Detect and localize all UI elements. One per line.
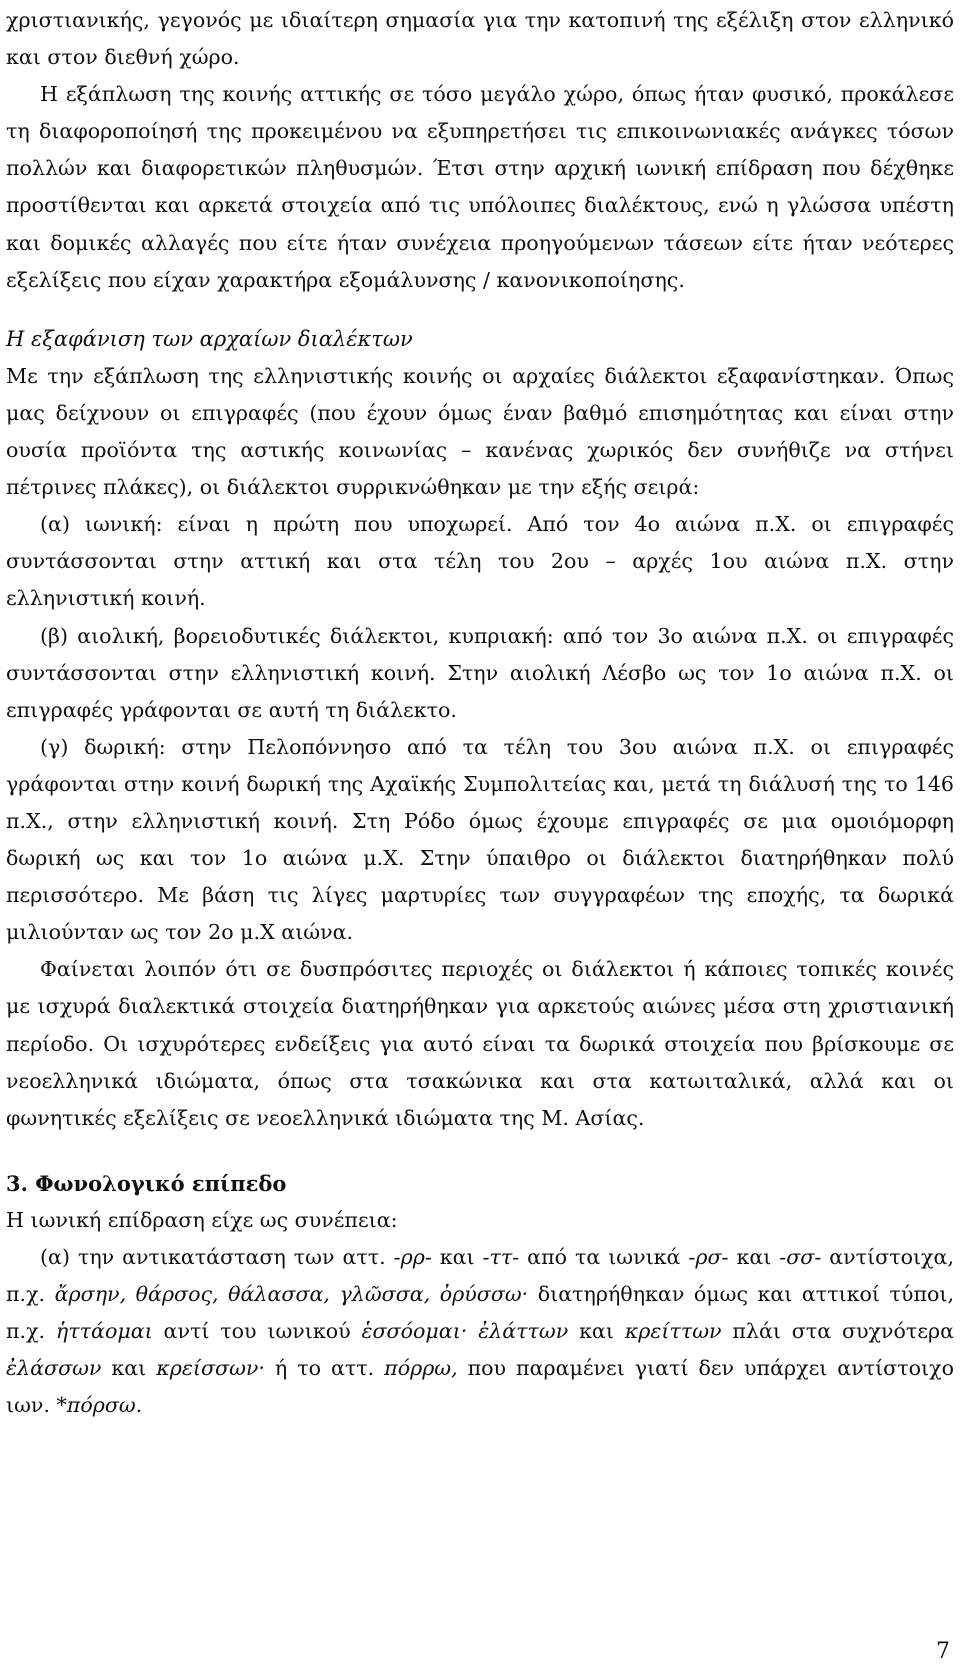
phonology-lead: Η ιωνική επίδραση είχε ως συνέπεια: [6,1207,398,1232]
italic-term: πόρρω, [384,1356,458,1381]
italic-term: -ττ- [482,1245,520,1269]
text-run: πλάι στα συχνότερα [721,1319,954,1344]
section-title-phonology: 3. Φωνολογικό επίπεδο [6,1170,287,1196]
italic-term: ἐλάσσων [6,1356,102,1381]
italic-term: -ρρ- [393,1245,432,1269]
italic-term: -ρσ- [688,1245,729,1269]
dialect-item-ionic: (α) ιωνική: είναι η πρώτη που υποχωρεί. Από τον 4ο αιώνα π.Χ. οι επιγραφές συντάσσονται στην αττική και στα τέλη του 2ου – αρχές 1ου αιώνα π.Χ. στην ελληνιστική κοινή. [6,512,954,611]
text-run: και [431,1245,483,1269]
dialects-heading: Η εξαφάνιση των αρχαίων διαλέκτων [6,326,413,351]
spacer [6,1137,954,1165]
phonology-item-a [6,1239,954,1424]
page-number: 7 [936,1639,950,1664]
document-page [6,2,954,1424]
text-run: αντίστοιχα, π.χ. [6,1245,954,1307]
italic-term: κρείττων [624,1319,722,1344]
text-run: ή το αττ. [264,1356,385,1381]
dialects-conclusion-paragraph: Φαίνεται λοιπόν ότι σε δυσπρόσιτες περιοχές οι διάλεκτοι ή κάποιες τοπικές κοινές με ισχυρά διαλεκτικά στοιχεία διατηρήθηκαν για αρκετούς αιώνες μέσα στη χριστιανική περίοδο. Οι ισχυρότερες ενδείξεις για αυτό είναι τα δωρικά στοιχεία που βρίσκουμε σε νεοελληνικά ιδιώματα, όπως στα τσακώνικα και στα κατωιταλικά, αλλά και οι φωνητικές εξελίξεις σε νεοελληνικά ιδιώματα της Μ. Ασίας. [6,957,954,1130]
italic-term: -σσ- [779,1245,822,1269]
dialect-item-aeolic: (β) αιολική, βορειοδυτικές διάλεκτοι, κυπριακή: από τον 3ο αιώνα π.Χ. οι επιγραφές συντάσσονται στην ελληνιστική κοινή. Στην αιολική Λέσβο ως τον 1ο αιώνα π.Χ. οι επιγραφές γράφονται σε αυτή τη διάλεκτο. [6,623,954,722]
text-run: και [568,1319,625,1344]
italic-term: ἡττάομαι [55,1319,153,1344]
intro-paragraph-continuation: χριστιανικής, γεγονός με ιδιαίτερη σημασία για την κατοπινή της εξέλιξη στον ελληνικό και στον διεθνή χώρο. [6,8,954,70]
spacer [6,299,954,321]
text-run: αντί του ιωνικού [152,1319,362,1344]
dialect-item-doric: (γ) δωρική: στην Πελοπόννησο από τα τέλη του 3ου αιώνα π.Χ. οι επιγραφές γράφονται στην κοινή δωρική της Αχαϊκής Συμπολιτείας και, μετά τη διάλυσή της το 146 π.Χ., στην ελληνιστική κοινή. Στη Ρόδο όμως έχουμε επιγραφές σε μια ομοιόμορφη δωρική ως και τον 1ο αιώνα μ.Χ. Στην ύπαιθρο οι διάλεκτοι διατηρήθηκαν πολύ περισσότερο. Με βάση τις λίγες μαρτυρίες των συγγραφέων της εποχής, τα δωρικά μιλιούνταν ως τον 2ο μ.Χ αιώνα. [6,734,954,945]
italic-term: ἑσσόομαι· ἐλάττων [361,1319,569,1344]
italic-term: κρείσσων· [156,1356,265,1381]
intro-paragraph-koine-spread: Η εξάπλωση της κοινής αττικής σε τόσο μεγάλο χώρο, όπως ήταν φυσικό, προκάλεσε τη διαφοροποίησή της προκειμένου να εξυπηρετήσει τις επικοινωνιακές ανάγκες τόσων πολλών και διαφορετικών πληθυσμών. Έτσι στην αρχική ιωνική επίδραση που δέχθηκε προστίθενται και αρκετά στοιχεία από τις υπόλοιπες διαλέκτους, ενώ η γλώσσα υπέστη και δομικές αλλαγές που είτε ήταν συνέχεια προηγούμενων τάσεων είτε ήταν νεότερες εξελίξεις που είχαν χαρακτήρα εξομάλυνσης / κανονικοποίησης. [6,82,954,292]
text-run: από τα ιωνικά [519,1245,689,1269]
italic-term: ἄρσην, θάρσος, θάλασσα, γλῶσσα, ὀρύσσω· [54,1282,529,1307]
text-run: και [728,1245,780,1269]
text-run: και [101,1356,157,1381]
text-run: (α) την αντικατάσταση των αττ. [40,1245,394,1269]
text-run: που παραμένει γιατί δεν υπάρχει αντίστοιχο ιων. [6,1356,954,1418]
dialects-intro-paragraph: Με την εξάπλωση της ελληνιστικής κοινής οι αρχαίες διάλεκτοι εξαφανίστηκαν. Όπως μας δείχνουν οι επιγραφές (που έχουν όμως έναν βαθμό επισημότητας και είναι στην ουσία προϊόντα της αστικής κοινωνίας – κανένας χωρικός δεν συνήθιζε να στήνει πέτρινες πλάκες), οι διάλεκτοι συρρικνώθηκαν με την εξής σειρά: [6,363,954,500]
text-run: διατηρήθηκαν όμως και αττικοί τύποι, π.χ. [6,1282,954,1344]
italic-term: *πόρσω. [56,1393,143,1418]
